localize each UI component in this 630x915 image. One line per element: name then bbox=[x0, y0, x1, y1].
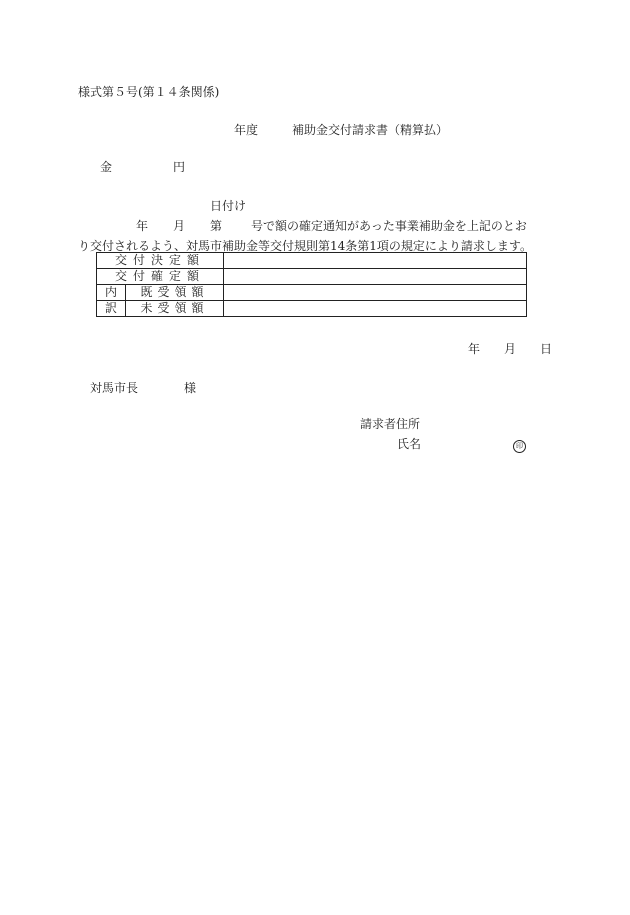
row-label: 既受領額 bbox=[126, 285, 224, 301]
table-row bbox=[97, 285, 527, 301]
requester-name-line bbox=[397, 437, 526, 453]
amount-yen-label: 円 bbox=[173, 160, 186, 174]
body-month: 月 bbox=[173, 219, 186, 233]
addressee-honorific: 様 bbox=[184, 381, 197, 395]
amount-line bbox=[100, 160, 185, 174]
form-number: 様式第５号(第１４条関係) bbox=[78, 85, 220, 99]
date-year: 年 bbox=[468, 342, 481, 356]
seal-icon: 印 bbox=[513, 440, 526, 453]
row-label: 未受領額 bbox=[126, 301, 224, 317]
addressee bbox=[90, 381, 196, 395]
row-side-label: 訳 bbox=[97, 301, 126, 317]
body-rest-line1: 号で額の確定通知があった事業補助金を上記のとお bbox=[251, 219, 527, 233]
title-name: 補助金交付請求書（精算払） bbox=[292, 123, 449, 137]
addressee-name: 対馬市長 bbox=[90, 381, 139, 395]
date-month: 月 bbox=[504, 342, 517, 356]
request-body-text bbox=[78, 196, 553, 256]
body-day-ref: 日付け第 bbox=[210, 199, 247, 233]
row-value-cell bbox=[224, 269, 527, 285]
title-year-label: 年度 bbox=[234, 123, 259, 137]
date-day: 日 bbox=[540, 342, 553, 356]
requester-name-label: 氏名 bbox=[397, 437, 422, 451]
table-row bbox=[97, 253, 527, 269]
row-label: 交付確定額 bbox=[97, 269, 224, 285]
date-line bbox=[468, 342, 552, 356]
amount-kin-label: 金 bbox=[100, 160, 113, 174]
row-value-cell bbox=[224, 285, 527, 301]
row-side-label: 内 bbox=[97, 285, 126, 301]
requester-address-label: 請求者住所 bbox=[360, 417, 421, 431]
body-year: 年 bbox=[136, 219, 149, 233]
row-value-cell bbox=[224, 253, 527, 269]
document-title bbox=[234, 123, 448, 137]
amount-table bbox=[96, 252, 527, 317]
body-line-2: り交付されるよう、対馬市補助金等交付規則第14条第1項の規定により請求します。 bbox=[78, 239, 532, 253]
row-value-cell bbox=[224, 301, 527, 317]
table-row bbox=[97, 269, 527, 285]
body-line-1 bbox=[78, 196, 553, 236]
row-label: 交付決定額 bbox=[97, 253, 224, 269]
table-row bbox=[97, 301, 527, 317]
